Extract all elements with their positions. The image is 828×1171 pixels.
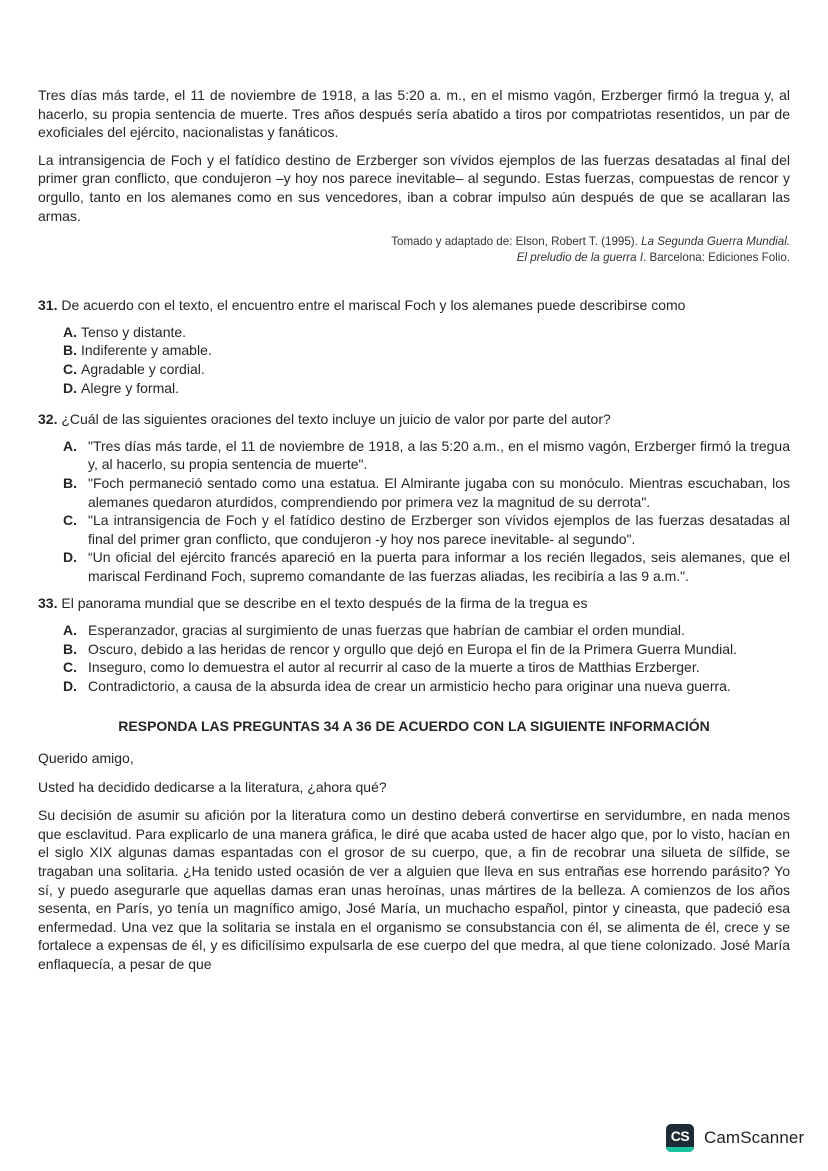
question-number: 31. <box>38 297 58 314</box>
letter-greeting: Querido amigo, <box>38 750 134 767</box>
option-a[interactable] <box>63 323 790 342</box>
reading-passage-2 <box>38 717 790 973</box>
option-text: Alegre y formal. <box>81 379 180 396</box>
option-letter: A. <box>63 622 77 639</box>
option-letter: B. <box>63 474 77 491</box>
option-letter: C. <box>63 512 77 529</box>
option-c[interactable] <box>63 658 790 677</box>
citation-publisher: . Barcelona: Ediciones Folio. <box>643 251 790 265</box>
section-header: RESPONDA LAS PREGUNTAS 34 A 36 DE ACUERDO CON LA SIGUIENTE INFORMACIÓN <box>118 718 710 735</box>
passage-paragraph: La intransigencia de Foch y el fatídico destino de Erzberger son vívidos ejemplos de las fuerzas desatadas al final del primer gran conflicto, que condujeron –y hoy nos parece inevitable– al segundo. Estas fuerzas, compuestas de rencor y orgullo, tanto en los alemanes como en sus vencedores, iban a cobrar impulso aún después de que se acallaran las armas. <box>38 151 790 224</box>
option-d[interactable] <box>63 379 790 398</box>
question-number: 33. <box>38 595 58 612</box>
question-33 <box>38 594 790 695</box>
citation-title: La Segunda Guerra Mundial. <box>641 235 790 249</box>
option-letter: D. <box>63 379 77 396</box>
option-letter: D. <box>63 677 77 694</box>
option-c[interactable] <box>63 511 790 548</box>
option-text: Inseguro, como lo demuestra el autor al recurrir al caso de la muerte a tiros de Matthias Erzberger. <box>88 659 700 676</box>
option-text: Agradable y cordial. <box>81 360 205 377</box>
question-stem <box>38 296 790 315</box>
option-text: Indiferente y amable. <box>81 342 212 359</box>
option-text: “Un oficial del ejército francés apareció en la puerta para informar a los recién llegados, seis alemanes, que el mariscal Ferdinand Foch, supremo comandante de las fuerzas aliadas, les recibiría a las 9 a.m.". <box>88 549 790 584</box>
camscanner-logo-icon <box>666 1124 694 1152</box>
option-letter: C. <box>63 659 77 676</box>
question-text: ¿Cuál de las siguientes oraciones del texto incluye un juicio de valor por parte del autor? <box>61 411 611 428</box>
question-stem <box>38 594 790 613</box>
letter-intro: Usted ha decidido dedicarse a la literatura, ¿ahora qué? <box>38 778 387 795</box>
option-d[interactable] <box>63 548 790 585</box>
question-text: El panorama mundial que se describe en el texto después de la firma de la tregua es <box>61 595 588 612</box>
option-b[interactable] <box>63 640 790 659</box>
citation-subtitle: El preludio de la guerra I <box>516 251 644 265</box>
option-text: "La intransigencia de Foch y el fatídico destino de Erzberger son vívidos ejemplos de las fuerzas desatadas al final del primer gran conflicto, que condujeron -y hoy nos parece inevitable- al segundo". <box>88 512 790 547</box>
option-letter: C. <box>63 360 77 377</box>
answer-options <box>38 621 790 695</box>
question-31 <box>38 296 790 397</box>
document-page <box>38 86 790 974</box>
option-text: Esperanzador, gracias al surgimiento de unas fuerzas que habrían de cambiar el orden mundial. <box>88 622 685 639</box>
option-b[interactable] <box>63 474 790 511</box>
option-letter: A. <box>63 323 77 340</box>
option-text: "Foch permaneció sentado como una estatua. El Almirante jugaba con su monóculo. Mientras escuchaban, los alemanes quedaron aturdidos, comprendiendo por primera vez la magnitud de su derrota". <box>88 474 790 510</box>
watermark-text: CamScanner <box>704 1127 805 1147</box>
answer-options <box>38 437 790 586</box>
option-d[interactable] <box>63 677 790 696</box>
camscanner-watermark <box>666 1124 804 1152</box>
question-stem <box>38 410 790 429</box>
question-number: 32. <box>38 411 58 428</box>
option-letter: A. <box>63 437 77 454</box>
letter-body: Su decisión de asumir su afición por la literatura como un destino deberá convertirse en servidumbre, en nada menos que esclavitud. Para explicarlo de una manera gráfica, le diré que acaba usted de hacer algo que, por lo visto, hacían en el siglo XIX algunas damas espantadas con el grosor de su cuerpo, que, a fin de recobrar una silueta de sílfide, se tragaban una solitaria. ¿Ha tenido usted ocasión de ver a alguien que lleva en sus entrañas ese horrendo parásito? Yo sí, y puedo asegurarle que aquellas damas eran unas heroínas, unas mártires de la belleza. A comienzos de los años sesenta, en París, yo tenía un magnífico amigo, José María, un muchacho español, pintor y cineasta, que padeció esa enfermedad. Una vez que la solitaria se instala en el organismo se consubstancia con él, se alimenta de él, crece y se fortalece a expensas de él, y es dificilísimo expulsarla de ese cuerpo del que medra, al que tiene colonizado. José María enflaquecía, a pesar de que <box>38 807 790 972</box>
option-text: Oscuro, debido a las heridas de rencor y orgullo que dejó en Europa el fin de la Primera Guerra Mundial. <box>88 640 738 657</box>
option-a[interactable] <box>63 437 790 474</box>
option-b[interactable] <box>63 341 790 360</box>
answer-options <box>38 323 790 397</box>
option-letter: B. <box>63 640 77 657</box>
logo-badge-text: CS <box>670 1127 690 1144</box>
option-letter: B. <box>63 342 77 359</box>
option-text: "Tres días más tarde, el 11 de noviembre de 1918, a las 5:20 a.m., en el mismo vagón, Erzberger firmó la tregua y, al hacerlo, su propia sentencia de muerte". <box>88 437 790 473</box>
option-text: Tenso y distante. <box>81 323 187 340</box>
citation-prefix: Tomado y adaptado de: Elson, Robert T. (1995). <box>391 235 642 249</box>
question-32 <box>38 410 790 585</box>
reading-passage <box>38 86 790 266</box>
option-letter: D. <box>63 549 77 566</box>
option-text: Contradictorio, a causa de la absurda idea de crear un armisticio hecho para originar una nueva guerra. <box>88 677 731 694</box>
source-citation <box>38 234 790 266</box>
question-text: De acuerdo con el texto, el encuentro entre el mariscal Foch y los alemanes puede describirse como <box>61 297 686 314</box>
option-a[interactable] <box>63 621 790 640</box>
option-c[interactable] <box>63 360 790 379</box>
passage-paragraph: Tres días más tarde, el 11 de noviembre de 1918, a las 5:20 a. m., en el mismo vagón, Erzberger firmó la tregua y, al hacerlo, su propia sentencia de muerte. Tres años después sería abatido a tiros por compatriotas resentidos, un par de exoficiales del ejército, nacionalistas y fanáticos. <box>38 87 790 141</box>
